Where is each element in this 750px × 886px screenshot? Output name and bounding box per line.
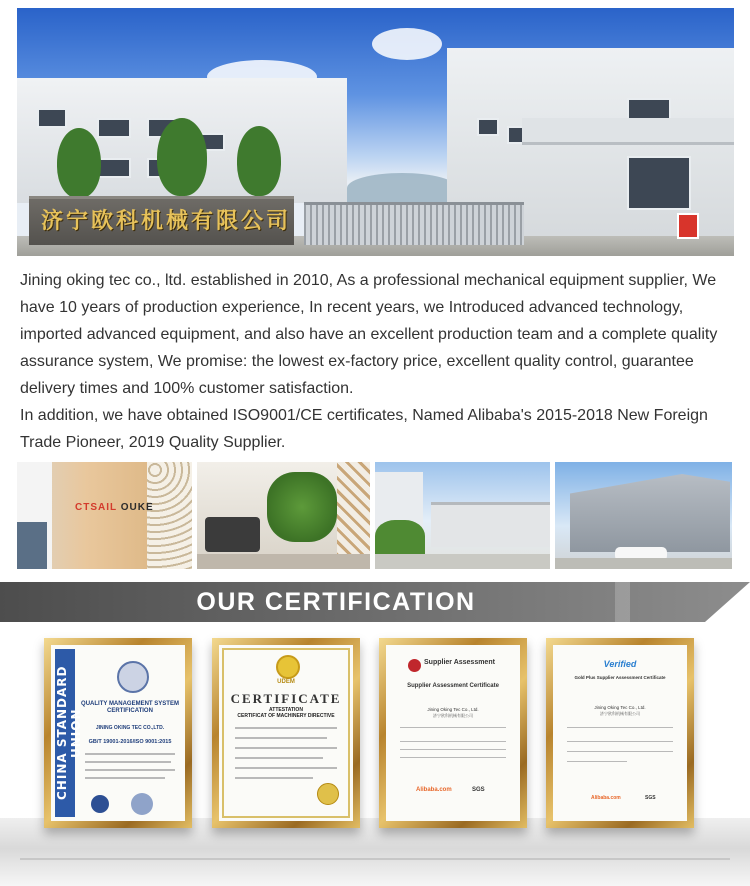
company-intro [20, 267, 732, 456]
certificate-band-text: CHINA STANDARD UNION [55, 665, 83, 801]
certificate-iso9001 [44, 638, 192, 828]
assessment-logo-icon [408, 659, 421, 672]
certification-heading: OUR CERTIFICATION [196, 588, 476, 616]
udem-emblem-icon [276, 655, 300, 679]
certificate-company: JINING OKING TEC CO.,LTD. [95, 725, 165, 731]
certificate-company: Jining Oking Tec Co., Ltd. [427, 707, 479, 712]
certificate-paper [219, 645, 353, 821]
certificate-paper [553, 645, 687, 821]
photo-office-reception [17, 462, 192, 569]
office-brand-logo: CTSAIL OUKE [75, 502, 154, 513]
certificate-title: CERTIFICATE [230, 691, 342, 706]
union-seal-icon [117, 661, 149, 693]
certificate-standard: GB/T 19001-2016/ISO 9001:2015 [88, 739, 172, 745]
cloud [372, 28, 442, 60]
display-shelf [0, 818, 750, 886]
tree [57, 128, 101, 198]
factory-photo [17, 8, 734, 256]
certificate-header: Supplier Assessment [424, 659, 495, 666]
certificate-title: QUALITY MANAGEMENT SYSTEM [81, 701, 179, 707]
certificate-title: Supplier Assessment Certificate [407, 683, 499, 689]
photo-warehouse [555, 462, 732, 569]
certificate-title: Gold Plus Supplier Assessment Certificate [574, 675, 666, 680]
tree [157, 118, 207, 196]
entrance-canopy [522, 118, 734, 145]
gold-seal-icon [317, 783, 339, 805]
certificate-paper [51, 645, 185, 821]
certificate-company: Jining Oking Tec Co., Ltd. [594, 705, 646, 710]
certificate-supplier-assessment [379, 638, 527, 828]
alibaba-logo: Alibaba.com [416, 787, 452, 793]
stamp-icon [131, 793, 153, 815]
udem-label: UDEM [277, 679, 295, 685]
photo-office-lobby [197, 462, 370, 569]
verified-badge: Verified [603, 659, 637, 669]
certificate-paper [386, 645, 520, 821]
photo-factory-yard [375, 462, 550, 569]
tree [237, 126, 281, 196]
certificate-subtitle-2: CERTIFICAT OF MACHINERY DIRECTIVE [237, 713, 335, 719]
company-sign-text: 济宁欧科机械有限公司 [41, 208, 292, 234]
guard-booth [677, 213, 699, 239]
alibaba-logo: Alibaba.com [591, 795, 621, 801]
certificate-verified-gold [546, 638, 694, 828]
shelf-edge [20, 858, 730, 860]
certificate-ce [212, 638, 360, 828]
sliding-gate [304, 202, 524, 245]
intro-paragraph-2: In addition, we have obtained ISO9001/CE certificates, Named Alibaba's 2015-2018 New Foreign Trade Pioneer, 2019 Quality Supplier. [20, 407, 708, 451]
certificate-subtitle: CERTIFICATION [107, 708, 153, 714]
certificate-subtitle: ATTESTATION [269, 707, 303, 713]
distant-hills [347, 173, 457, 203]
sgs-logo: SGS [645, 795, 656, 801]
sgs-logo: SGS [472, 787, 485, 793]
certificate-company-cn: 济宁欧科机械有限公司 [433, 713, 473, 718]
certificate-company-cn: 济宁欧科机械有限公司 [600, 711, 640, 716]
intro-paragraph-1: Jining oking tec co., ltd. established in 2010, As a professional mechanical equipment supplier, We have 10 years of production experience, In recent years, we Introduced advanced technology, imported advanced equipment, and also have an excellent production team and a complete quality assurance system, We promise: the lowest ex-factory price, excellent quality control, guarantee delivery times and 100% customer satisfaction. [20, 272, 718, 397]
cnas-logo-icon [91, 795, 109, 813]
